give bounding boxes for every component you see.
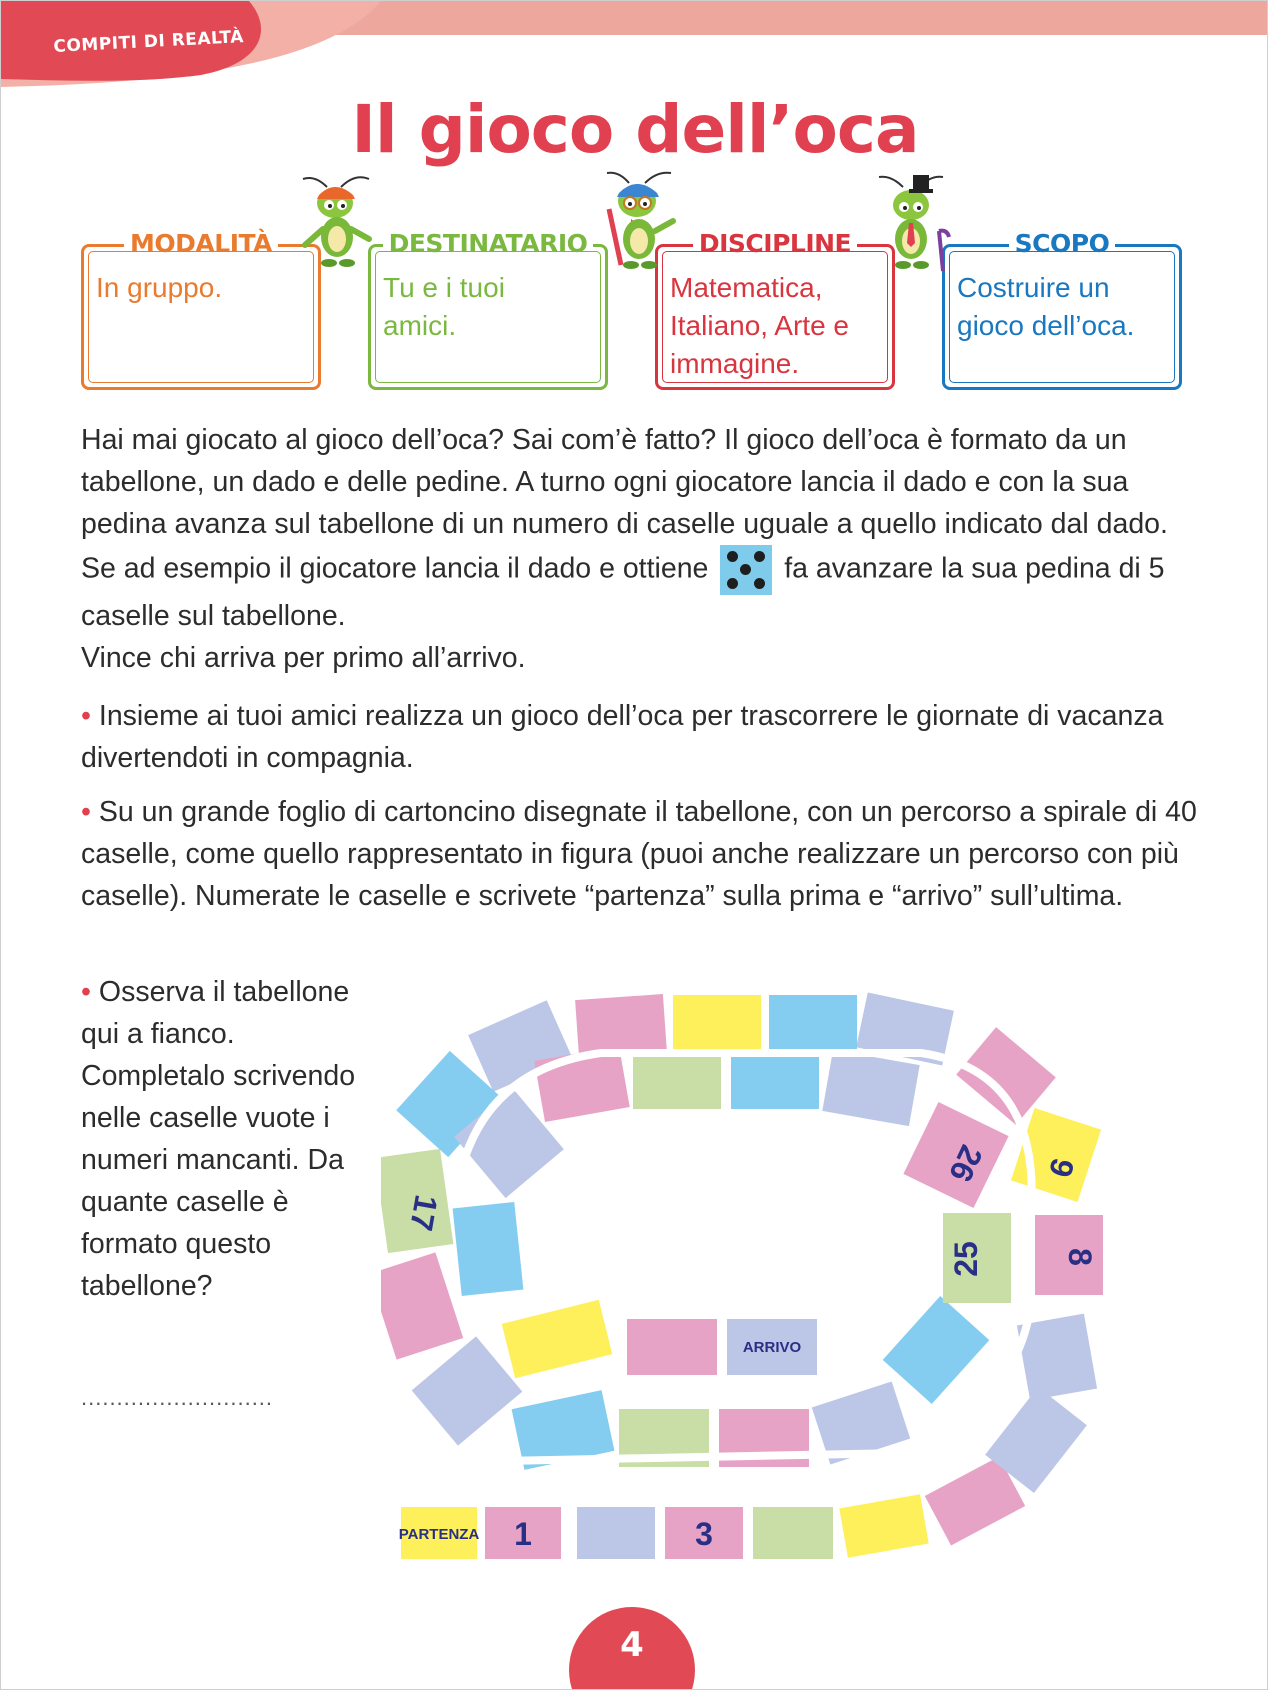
intro-paragraph — [81, 419, 1201, 679]
answer-line[interactable]: ........................... — [81, 1385, 274, 1410]
cricket-mascot-tophat-icon — [873, 171, 953, 275]
cricket-mascot-glasses-icon — [599, 169, 679, 275]
info-box-discipline — [655, 229, 895, 390]
bullet-item-3 — [81, 971, 361, 1307]
box-text: Matematica, Italiano, Arte e immagine. — [670, 272, 850, 379]
box-text: Tu e i tuoi amici. — [383, 272, 505, 341]
box-text: In gruppo. — [96, 272, 223, 303]
start-label: PARTENZA — [398, 1526, 480, 1543]
square-number-9: 9 — [1041, 1154, 1082, 1182]
page-number-badge — [569, 1607, 695, 1690]
bullet-text: Su un grande foglio di cartoncino disegnate il tabellone, con un percorso a spirale di 40 caselle, come quello rappresentato in figura (puoi anche realizzare un percorso con più caselle). Numerate le caselle e scrivete “partenza” sulla prima e “arrivo” sull’ultima. — [81, 796, 1197, 912]
box-label: MODALITÀ — [124, 229, 278, 258]
intro-text-part1: Hai mai giocato al gioco dell’oca? Sai com’è fatto? Il gioco dell’oca è formato da un tabellone, un dado e delle pedine. A turno ogni giocatore lancia il dado e con la sua pedina avanza sul tabellone di un numero di caselle uguale a quello indicato dal dado. Se ad esempio il giocatore lancia il dado e ottiene — [81, 424, 1168, 585]
square-number-1: 1 — [514, 1516, 532, 1552]
bullet-text: Insieme ai tuoi amici realizza un gioco dell’oca per trascorrere le giornate di vacanza divertendoti in compagnia. — [81, 700, 1164, 774]
bullet-text: Osserva il tabellone qui a fianco. Completalo scrivendo nelle caselle vuote i numeri mancanti. Da quante caselle è formato questo tabellone? — [81, 976, 356, 1302]
bullet-item-1 — [81, 695, 1201, 779]
intro-text-part3: Vince chi arriva per primo all’arrivo. — [81, 642, 526, 674]
end-label: ARRIVO — [742, 1339, 802, 1356]
square-number-8: 8 — [1062, 1248, 1098, 1266]
box-label: DESTINATARIO — [383, 229, 594, 258]
section-tag: COMPITI DI REALTÀ — [53, 27, 245, 57]
bullet-dot-icon: • — [81, 796, 91, 828]
bullet-item-2 — [81, 791, 1201, 917]
box-text: Costruire un gioco dell’oca. — [957, 272, 1135, 341]
square-number-3: 3 — [695, 1516, 713, 1552]
info-box-modalita — [81, 229, 321, 390]
bullet-dot-icon: • — [81, 976, 91, 1008]
intro-text-part2: fa avanzare la sua pedina di 5 caselle sul tabellone. — [81, 552, 1165, 632]
page-title: Il gioco dell’oca — [351, 91, 919, 168]
dice-five-icon — [720, 545, 772, 595]
square-number-26: 26 — [942, 1139, 990, 1188]
cricket-mascot-cap-icon — [297, 173, 377, 273]
box-label: DISCIPLINE — [693, 229, 857, 258]
game-board — [381, 961, 1201, 1581]
square-number-17: 17 — [403, 1192, 445, 1234]
box-label: SCOPO — [1009, 229, 1116, 258]
bullet-dot-icon: • — [81, 700, 91, 732]
info-box-destinatario — [368, 229, 608, 390]
square-number-25: 25 — [948, 1241, 984, 1277]
page-number: 4 — [620, 1625, 644, 1665]
info-box-scopo — [942, 229, 1182, 390]
